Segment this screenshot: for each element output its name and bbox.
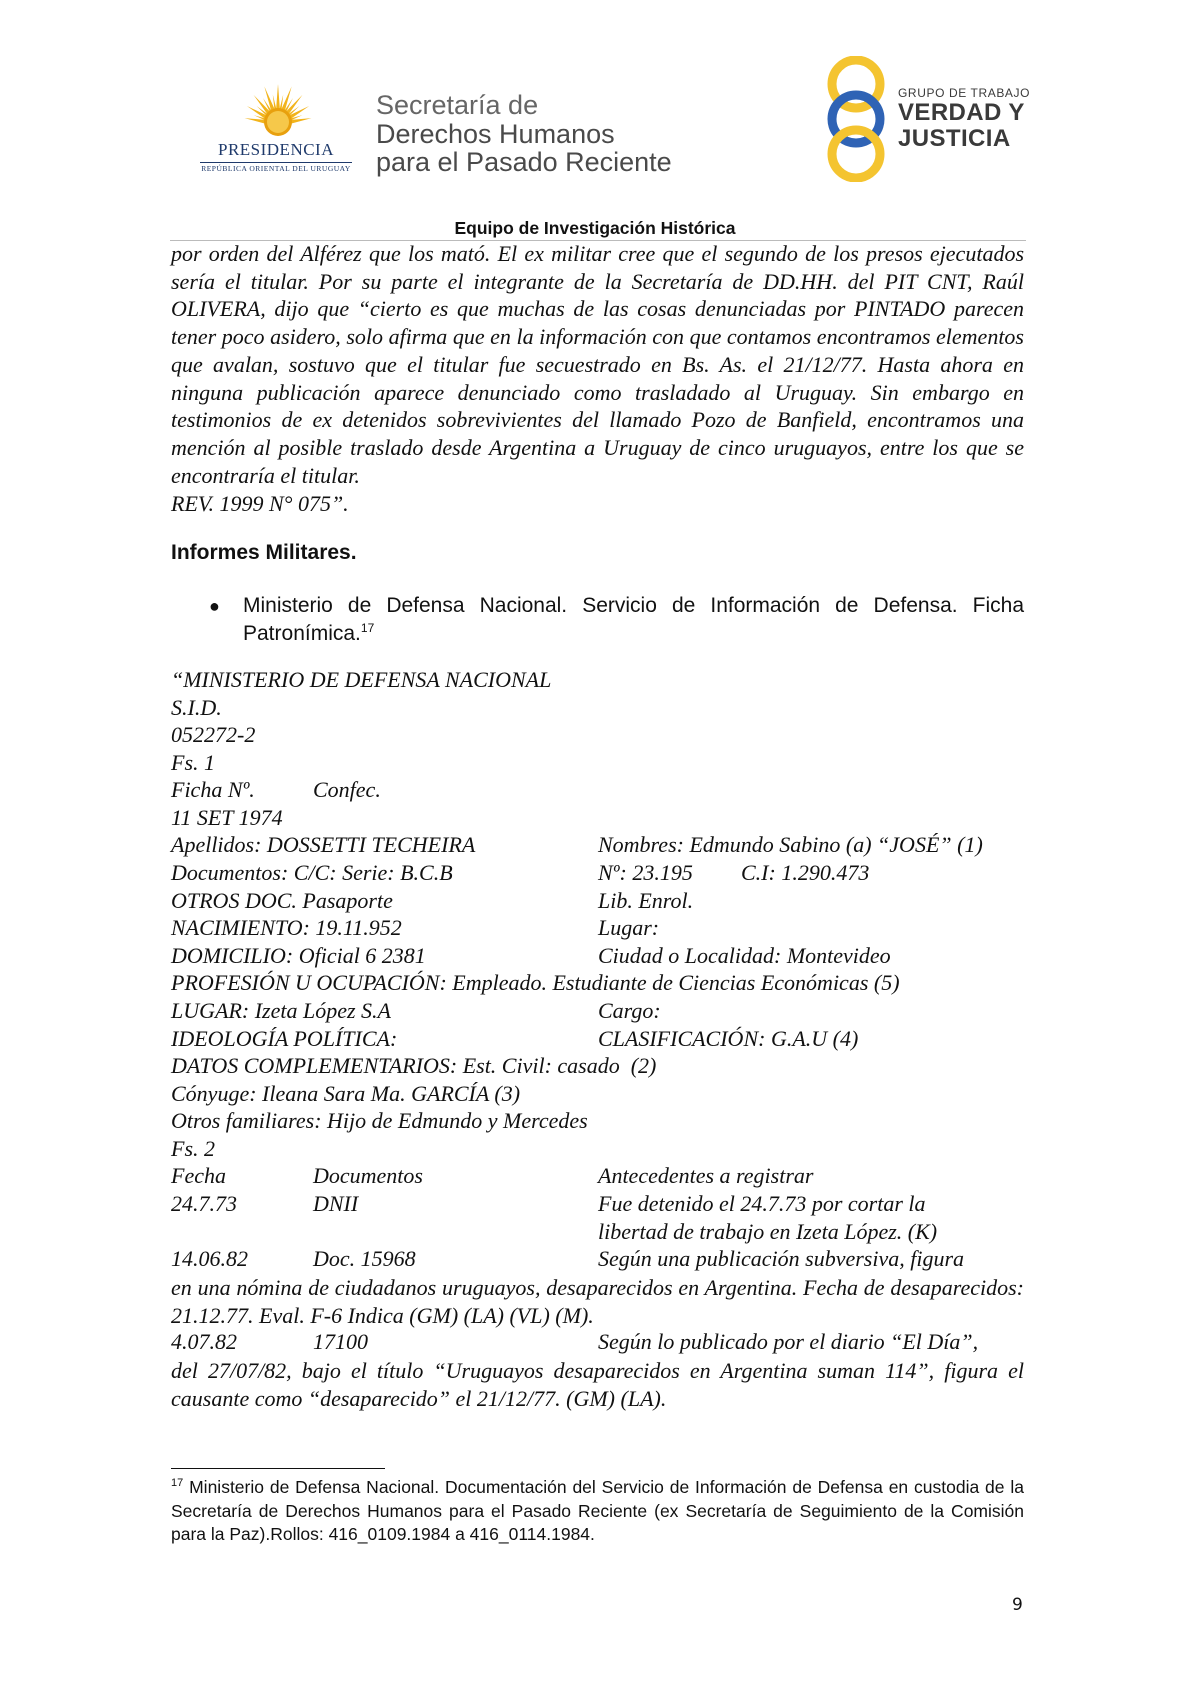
entry-antecedente: Según una publicación subversiva, figura [598,1246,965,1271]
intro-paragraph: por orden del Alférez que los mató. El ex militar cree que el segundo de los presos ejecutados sería el titular. Por su parte el integrante de la Secretaría de DD.HH. del PIT CNT, Raúl OLIVERA, dijo que “cierto es que muchas de las cosas denunciadas por PINTADO parecen tener poco asidero, solo afirma que en la información con que contamos encontramos elementos que avalan, sostuvo que el titular fue secuestrado en Bs. As. el 21/12/77. Hasta ahora en ninguna publicación aparece denunciado como trasladado al Uruguay. Sin embargo en testimonios de ex detenidos sobrevivientes del llamado Pozo de Banfield, encontramos una mención al posible traslado desde Argentina a Uruguay de cinco uruguayos, entre los que se encontraría el titular. [171,241,1024,488]
entry-fecha: 24.7.73 [171,1191,237,1216]
column-header-antecedentes: Antecedentes a registrar [598,1163,814,1188]
rev-line: REV. 1999 N° 075”. [171,491,349,516]
footnote-ref[interactable]: 17 [360,621,375,635]
presidencia-divider [200,162,352,163]
footnote-number: 17 [171,1477,184,1490]
entry-fecha: 4.07.82 [171,1329,237,1354]
nombres-field: Nombres: Edmundo Sabino (a) “JOSÉ” (1) [598,832,983,857]
sun-icon [196,80,356,140]
cargo-field: Cargo: [598,998,661,1023]
entry-documento: Doc. 15968 [313,1246,416,1271]
secretaria-line-2: Derechos Humanos [376,119,615,149]
bullet-icon: ● [209,596,220,616]
secretaria-line-3: para el Pasado Reciente [376,147,672,177]
team-heading: Equipo de Investigación Histórica [454,218,736,238]
fs2-label: Fs. 2 [171,1136,215,1161]
apellidos-field: Apellidos: DOSSETTI TECHEIRA [171,832,476,857]
entry-antecedente: Según lo publicado por el diario “El Día”, [598,1329,979,1354]
entry-antecedente: Fue detenido el 24.7.73 por cortar la [598,1191,926,1216]
ficha-label: Ficha Nº. [171,777,255,802]
ideologia-field: IDEOLOGÍA POLÍTICA: [171,1026,398,1051]
footnote-divider [171,1468,385,1469]
lugar-field: Lugar: [598,915,660,940]
entry-documento: 17100 [313,1329,368,1354]
ci-field: C.I: 1.290.473 [741,860,870,885]
record-date: 11 SET 1974 [171,805,283,830]
column-header-documentos: Documentos [313,1163,423,1188]
record-line: S.I.D. [171,695,222,720]
conyuge-field: Cónyuge: Ileana Sara Ma. GARCÍA (3) [171,1081,521,1106]
grupo-small: GRUPO DE TRABAJO [898,86,1031,100]
grupo-line-2: JUSTICIA [898,125,1011,152]
page-number: 9 [1012,1595,1023,1615]
profesion-field: PROFESIÓN U OCUPACIÓN: Empleado. Estudiante de Ciencias Económicas (5) [171,970,900,995]
bullet-item [243,592,1024,648]
presidencia-name: PRESIDENCIA [217,140,334,159]
lib-enrol-field: Lib. Enrol. [598,888,694,913]
record-line: 052272-2 [171,722,256,747]
lugar-trabajo-field: LUGAR: Izeta López S.A [171,998,391,1023]
presidencia-subtitle: REPÚBLICA ORIENTAL DEL URUGUAY [201,164,351,173]
record-line: “MINISTERIO DE DEFENSA NACIONAL [171,667,552,692]
confec-label: Confec. [313,777,381,802]
datos-field: DATOS COMPLEMENTARIOS: Est. Civil: casado (2) [171,1053,657,1078]
entry-fecha: 14.06.82 [171,1246,248,1271]
column-header-fecha: Fecha [171,1163,226,1188]
section-heading: Informes Militares. [171,541,357,564]
bullet-text: Ministerio de Defensa Nacional. Servicio de Información de Defensa. Ficha Patronímica. [243,594,1024,645]
entry-continuation: del 27/07/82, bajo el título “Uruguayos desaparecidos en Argentina suman 114”, figura el causante como “desaparecido” el 21/12/77. (GM) (LA). [171,1358,1024,1411]
nacimiento-field: NACIMIENTO: 19.11.952 [171,915,402,940]
entry-antecedente: libertad de trabajo en Izeta López. (K) [598,1219,938,1244]
footnote [171,1476,1024,1547]
grupo-line-1: VERDAD Y [898,99,1025,126]
documentos-field: Documentos: C/C: Serie: B.C.B [171,860,453,885]
ciudad-field: Ciudad o Localidad: Montevideo [598,943,891,968]
footnote-text: Ministerio de Defensa Nacional. Documentación del Servicio de Información de Defensa en custodia de la Secretaría de Derechos Humanos para el Pasado Reciente (ex Secretaría de Seguimiento de la Comisión para la Paz).Rollos: 416_0109.1984 a 416_0114.1984. [171,1477,1024,1544]
entry-continuation: en una nómina de ciudadanos uruguayos, desaparecidos en Argentina. Fecha de desaparecidos: 21.12.77. Eval. F-6 Indica (GM) (LA) (VL) (M). [171,1275,1024,1328]
numero-field: Nº: 23.195 [598,860,693,885]
clasificacion-field: CLASIFICACIÓN: G.A.U (4) [598,1026,859,1051]
presidencia-logo [196,80,356,180]
record-line: Fs. 1 [171,750,215,775]
secretaria-line-1: Secretaría de [376,90,539,120]
grupo-trabajo-title [898,86,1030,152]
rings-icon [820,56,892,182]
otros-doc-field: OTROS DOC. Pasaporte [171,888,393,913]
domicilio-field: DOMICILIO: Oficial 6 2381 [171,943,426,968]
familiares-field: Otros familiares: Hijo de Edmundo y Mercedes [171,1108,588,1133]
secretaria-title [376,90,672,176]
entry-documento: DNII [313,1191,359,1216]
